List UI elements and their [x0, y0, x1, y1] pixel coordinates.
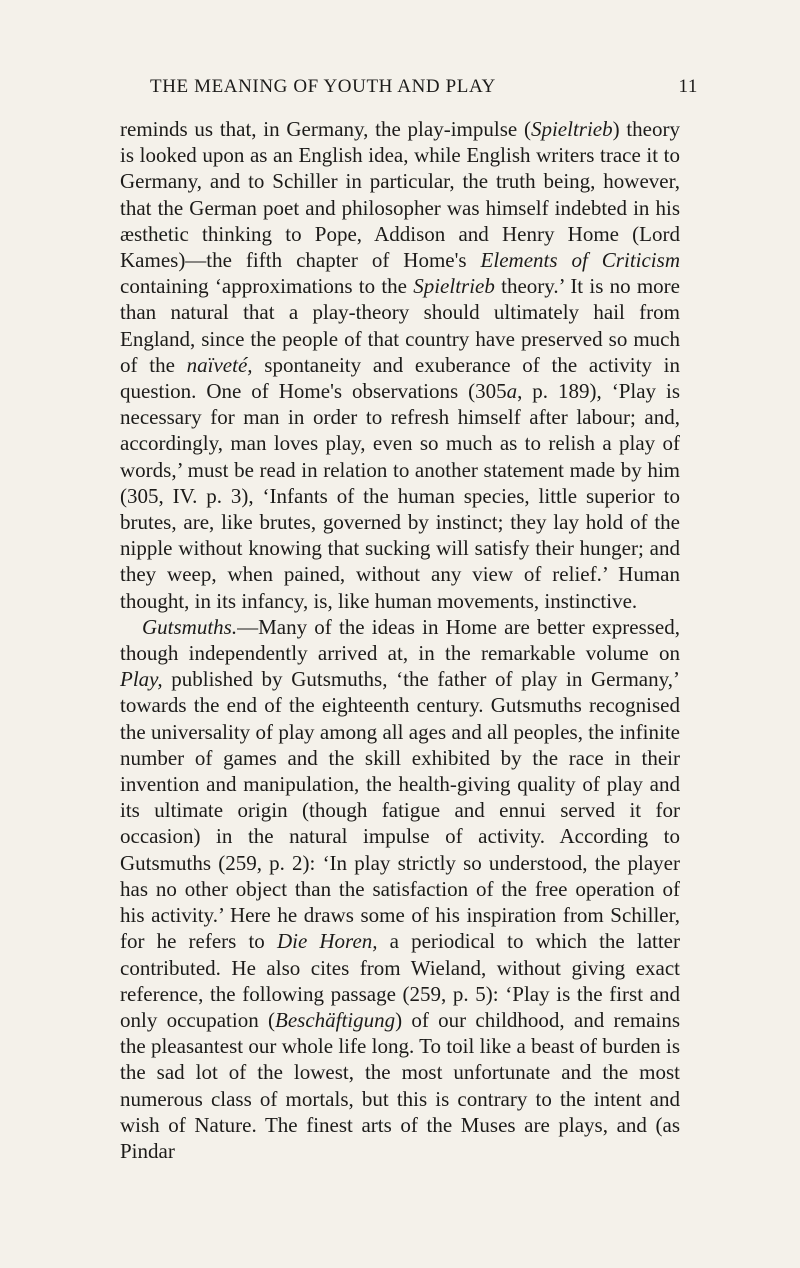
running-title: THE MEANING OF YOUTH AND PLAY	[150, 76, 496, 97]
running-head	[120, 76, 698, 100]
paragraph-gutsmuths: Gutsmuths.—Many of the ideas in Home are better expressed, though independently arrived at, in the remarkable volume on Play, published by Gutsmuths, ‘the father of play in Germany,’ towards the end of the eighteenth century. Gutsmuths recognised the universality of play among all ages and all peoples, the infinite number of games and the skill exhibited by the race in their invention and manipulation, the health-giving quality of play and its ultimate origin (though fatigue and ennui served it for occasion) in the natural impulse of activity. According to Gutsmuths (259, p. 2): ‘In play strictly so understood, the player has no other object than the satisfaction of the free operation of his activity.’ Here he draws some of his inspiration from Schiller, for he refers to Die Horen, a periodical to which the latter contributed. He also cites from Wieland, without giving exact reference, the following passage (259, p. 5): ‘Play is the first and only occupation (Beschäftigung) of our childhood, and remains the pleasantest our whole life long. To toil like a beast of burden is the sad lot of the lowest, the most unfortunate and the most numerous class of mortals, but this is contrary to the intent and wish of Nature. The finest arts of the Muses are plays, and (as Pindar	[120, 614, 680, 1163]
paragraph-home-spieltrieb: reminds us that, in Germany, the play-impulse (Spieltrieb) theory is looked upon as an English idea, while English writers trace it to Germany, and to Schiller in particular, the truth being, however, that the German poet and philosopher was himself indebted in his æsthetic thinking to Pope, Addison and Henry Home (Lord Kames)—the fifth chapter of Home's Elements of Criticism containing ‘approximations to the Spieltrieb theory.’ It is no more than natural that a play-theory should ultimately hail from England, since the people of that country have preserved so much of the naïveté, spontaneity and exuberance of the activity in question. One of Home's observations (305a, p. 189), ‘Play is necessary for man in order to refresh himself after labour; and, accordingly, man loves play, even so much as to relish a play of words,’ must be read in relation to another statement made by him (305, IV. p. 3), ‘Infants of the human species, little superior to brutes, are, like brutes, governed by instinct; they lay hold of the nipple without knowing that sucking will satisfy their hunger; and they weep, when pained, without any view of relief.’ Human thought, in its infancy, is, like human movements, instinctive.	[120, 117, 680, 613]
page-number: 11	[678, 76, 698, 97]
section-lead-gutsmuths: Gutsmuths.	[142, 614, 238, 639]
body-text	[120, 116, 680, 1164]
